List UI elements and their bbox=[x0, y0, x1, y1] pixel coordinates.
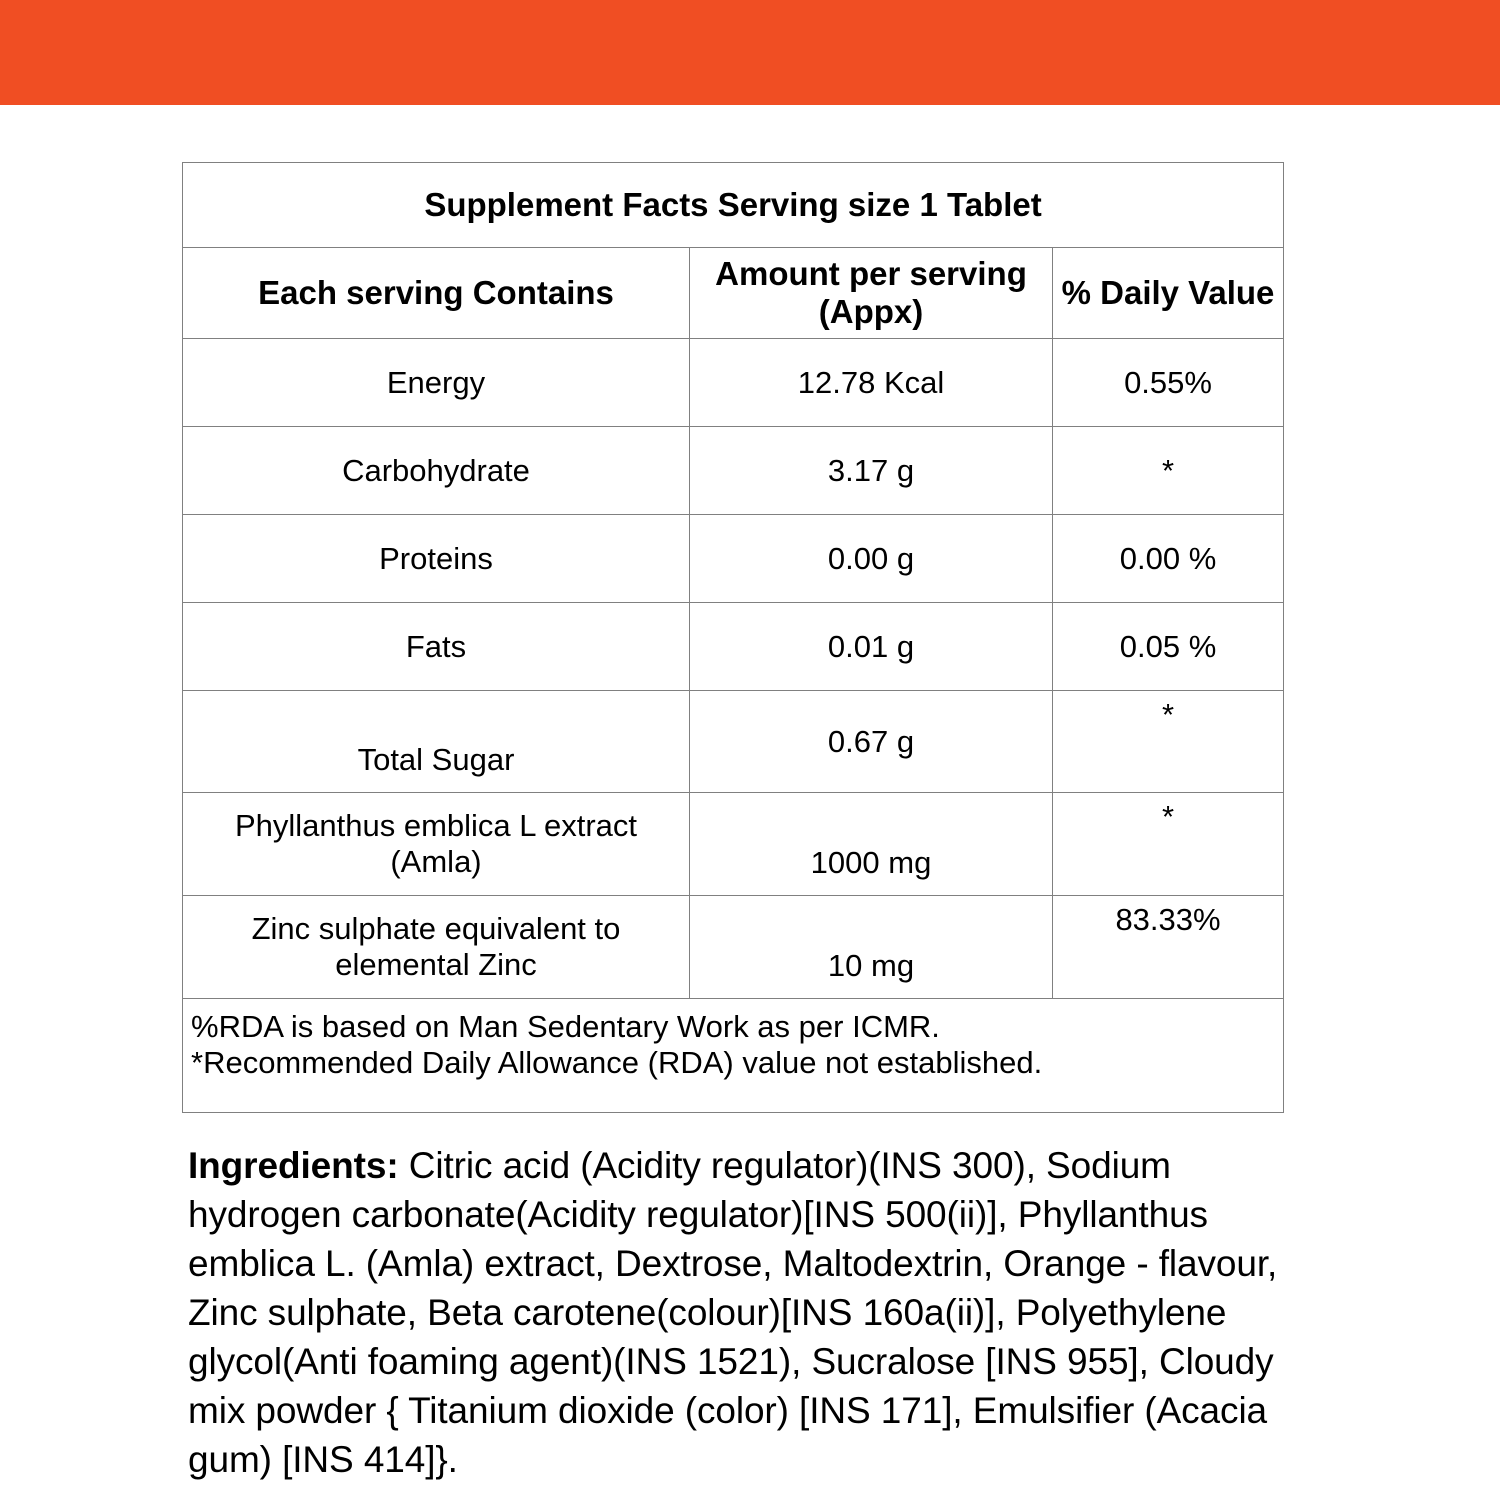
nutrient-amount: 10 mg bbox=[690, 896, 1053, 999]
table-row bbox=[183, 515, 1284, 603]
table-row bbox=[183, 691, 1284, 793]
table-title-row bbox=[183, 163, 1284, 248]
panel-title: Supplement Facts Serving size 1 Tablet bbox=[183, 163, 1284, 248]
nutrient-daily-value: * bbox=[1053, 793, 1284, 896]
nutrient-name: Carbohydrate bbox=[183, 427, 690, 515]
footnote bbox=[183, 999, 1284, 1113]
nutrient-name: Total Sugar bbox=[183, 691, 690, 793]
nutrient-name bbox=[183, 896, 690, 999]
nutrient-daily-value: 0.05 % bbox=[1053, 603, 1284, 691]
column-header-amount bbox=[690, 248, 1053, 339]
top-accent-bar bbox=[0, 0, 1500, 105]
nutrient-daily-value: 83.33% bbox=[1053, 896, 1284, 999]
table-footnote-row bbox=[183, 999, 1284, 1113]
nutrient-name-line2: elemental Zinc bbox=[335, 947, 537, 982]
nutrient-amount: 0.01 g bbox=[690, 603, 1053, 691]
footnote-line-1: %RDA is based on Man Sedentary Work as per ICMR. bbox=[191, 1009, 940, 1044]
nutrient-amount: 12.78 Kcal bbox=[690, 339, 1053, 427]
table-row bbox=[183, 896, 1284, 999]
nutrient-daily-value: 0.00 % bbox=[1053, 515, 1284, 603]
table-row bbox=[183, 427, 1284, 515]
nutrient-daily-value: * bbox=[1053, 691, 1284, 793]
nutrient-name-line1: Zinc sulphate equivalent to bbox=[251, 911, 621, 947]
nutrient-name-line1: Phyllanthus emblica L extract bbox=[234, 808, 638, 844]
ingredients-text: Citric acid (Acidity regulator)(INS 300), Sodium hydrogen carbonate(Acidity regulator)[INS 500(ii)], Phyllanthus emblica L. (Amla) extract, Dextrose, Maltodextrin, Orange - flavour, Zinc sulphate, Beta carotene(colour)[INS 160a(ii)], Polyethylene glycol(Anti foaming agent)(INS 1521), Sucralose [INS 955], Cloudy mix powder { Titanium dioxide (color) [INS 171], Emulsifier (Acacia gum) [INS 414]}. bbox=[188, 1145, 1278, 1480]
nutrient-name bbox=[183, 793, 690, 896]
column-header-daily-value: % Daily Value bbox=[1053, 248, 1284, 339]
footnote-line-2: *Recommended Daily Allowance (RDA) value not established. bbox=[191, 1044, 1043, 1080]
table-row bbox=[183, 339, 1284, 427]
nutrient-name: Fats bbox=[183, 603, 690, 691]
ingredients-label: Ingredients: bbox=[188, 1145, 399, 1186]
nutrient-name: Proteins bbox=[183, 515, 690, 603]
nutrient-daily-value: * bbox=[1053, 427, 1284, 515]
nutrient-amount: 0.67 g bbox=[690, 691, 1053, 793]
ingredients-paragraph bbox=[188, 1141, 1298, 1484]
column-header-amount-line1: Amount per serving bbox=[715, 254, 1027, 292]
nutrient-name-line2: (Amla) bbox=[390, 844, 482, 879]
nutrient-name: Energy bbox=[183, 339, 690, 427]
column-header-name: Each serving Contains bbox=[183, 248, 690, 339]
table-row bbox=[183, 793, 1284, 896]
nutrient-daily-value: 0.55% bbox=[1053, 339, 1284, 427]
nutrient-amount: 3.17 g bbox=[690, 427, 1053, 515]
nutrient-amount: 1000 mg bbox=[690, 793, 1053, 896]
table-row bbox=[183, 603, 1284, 691]
supplement-facts-table bbox=[182, 162, 1284, 1113]
column-header-amount-line2: (Appx) bbox=[818, 293, 924, 330]
table-header-row bbox=[183, 248, 1284, 339]
nutrient-amount: 0.00 g bbox=[690, 515, 1053, 603]
